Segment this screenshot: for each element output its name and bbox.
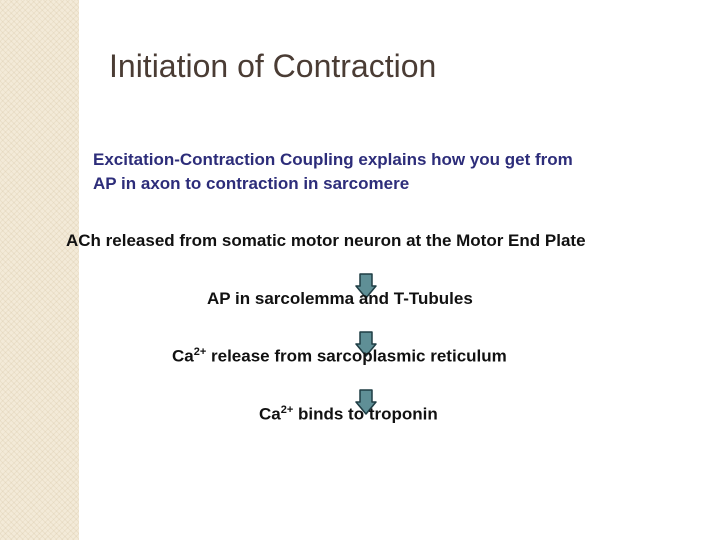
step-ach-release: ACh released from somatic motor neuron at the Motor End Plate xyxy=(66,231,586,250)
step-ap-sarcolemma: AP in sarcolemma and T-Tubules xyxy=(207,289,473,308)
calcium-charge: 2+ xyxy=(280,404,294,416)
calcium-text: Ca xyxy=(259,404,281,424)
slide-title: Initiation of Contraction xyxy=(109,48,437,84)
step-calcium-binds xyxy=(259,404,438,425)
intro-line-2: AP in axon to contraction in sarcomere xyxy=(93,174,410,193)
calcium-binds-text: binds to troponin xyxy=(293,404,438,424)
calcium-release-text: release from sarcoplasmic reticulum xyxy=(206,346,507,366)
decorative-side-band xyxy=(0,0,79,540)
intro-line-1: Excitation-Contraction Coupling explains how you get from xyxy=(93,150,573,169)
calcium-text: Ca xyxy=(172,346,194,366)
intro-text xyxy=(93,148,693,196)
step-calcium-release xyxy=(172,346,507,367)
calcium-charge: 2+ xyxy=(193,346,207,358)
